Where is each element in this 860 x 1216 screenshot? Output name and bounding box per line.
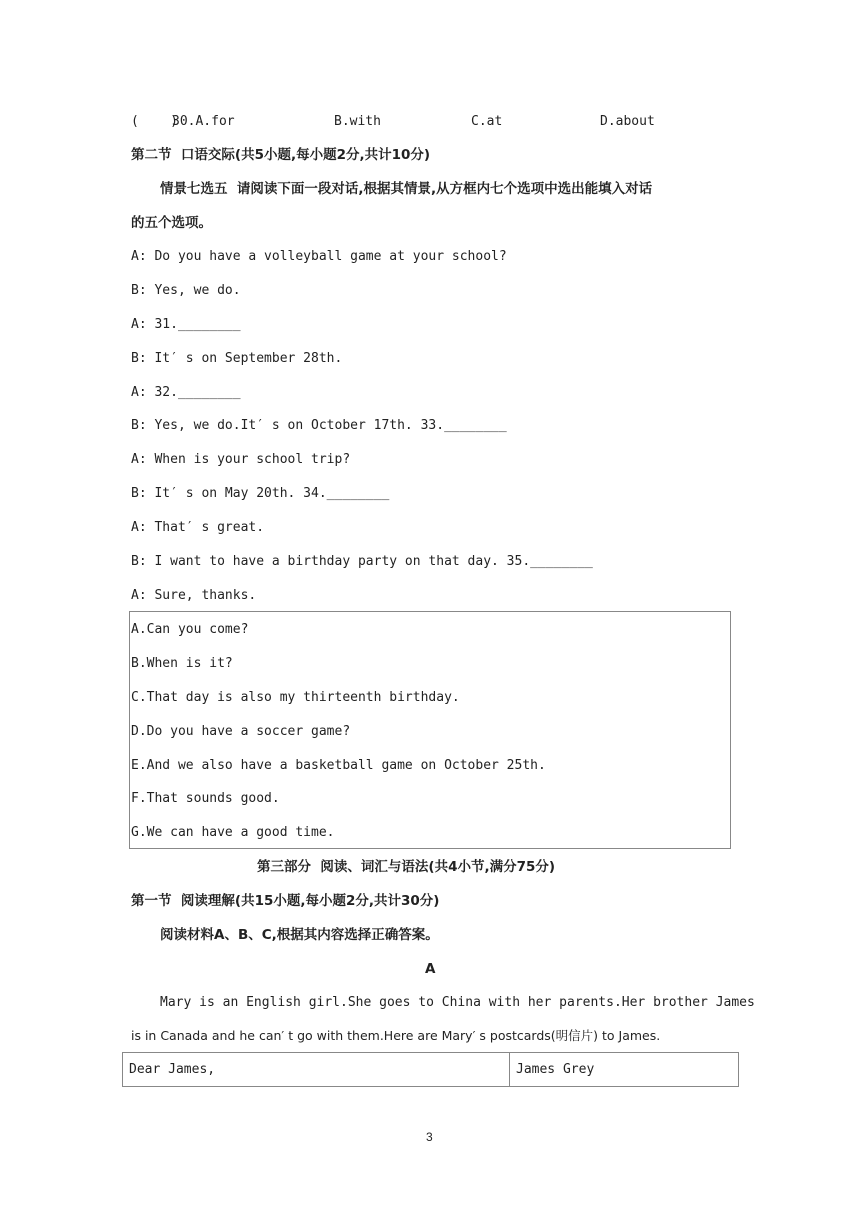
postcard-divider: [509, 1052, 510, 1086]
instructions-line1: 情景七选五 请阅读下面一段对话,根据其情景,从方框内七个选项中选出能填入对话: [160, 181, 653, 197]
dialogue-line: A: That′ s great.: [131, 520, 265, 535]
postcard-addressee: James Grey: [516, 1062, 595, 1077]
dialogue-line: B: Yes, we do.: [131, 283, 241, 298]
passage-line2: is in Canada and he can′ t go with them.Here are Mary′ s postcards(明信片) to James.: [131, 1028, 661, 1043]
passage-label: A: [425, 961, 436, 977]
part3-title: 第三部分 阅读、词汇与语法(共4小节,满分75分): [257, 859, 556, 875]
q30-option-c: C.at: [471, 114, 503, 129]
dialogue-line: B: It′ s on September 28th.: [131, 351, 343, 366]
reading-instructions: 阅读材料A、B、C,根据其内容选择正确答案。: [160, 927, 439, 943]
page-number: 3: [426, 1130, 433, 1144]
dialogue-line: A: Sure, thanks.: [131, 588, 257, 603]
option-item: D.Do you have a soccer game?: [131, 724, 351, 739]
passage-line1: Mary is an English girl.She goes to China with her parents.Her brother James: [160, 995, 755, 1010]
q30-paren: ( ): [131, 114, 178, 129]
option-item: B.When is it?: [131, 656, 233, 671]
dialogue-line: A: Do you have a volleyball game at your school?: [131, 249, 507, 264]
section2-title: 第二节 口语交际(共5小题,每小题2分,共计10分): [131, 147, 431, 163]
dialogue-line: A: 31.________: [131, 317, 241, 332]
option-item: G.We can have a good time.: [131, 825, 335, 840]
dialogue-line: A: 32.________: [131, 385, 241, 400]
option-item: F.That sounds good.: [131, 791, 280, 806]
q30-option-b: B.with: [334, 114, 381, 129]
dialogue-line: B: Yes, we do.It′ s on October 17th. 33.________: [131, 418, 507, 433]
instructions-line2: 的五个选项。: [131, 215, 212, 231]
section1-title: 第一节 阅读理解(共15小题,每小题2分,共计30分): [131, 893, 440, 909]
q30-option-a: 30.A.for: [172, 114, 235, 129]
option-item: C.That day is also my thirteenth birthday.: [131, 690, 460, 705]
option-item: A.Can you come?: [131, 622, 249, 637]
q30-option-d: D.about: [600, 114, 655, 129]
dialogue-line: A: When is your school trip?: [131, 452, 351, 467]
dialogue-line: B: It′ s on May 20th. 34.________: [131, 486, 390, 501]
option-item: E.And we also have a basketball game on October 25th.: [131, 758, 546, 773]
postcard-greeting: Dear James,: [129, 1062, 216, 1077]
dialogue-line: B: I want to have a birthday party on that day. 35.________: [131, 554, 593, 569]
